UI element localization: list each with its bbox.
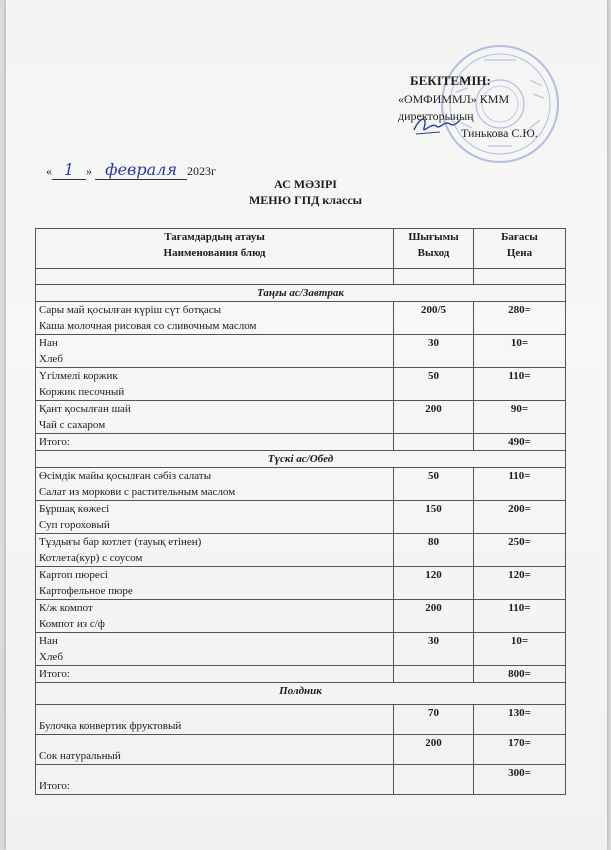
dish-name-kz: Қант қосылған шай	[39, 403, 131, 415]
total-label: Итого:	[36, 765, 394, 795]
total-value: 490=	[474, 434, 566, 451]
table-row	[36, 501, 566, 534]
date-quote-close: »	[86, 164, 92, 178]
total-label: Итого:	[36, 666, 394, 683]
dish-name-kz: Нан	[39, 635, 58, 647]
section-title: Полдник	[36, 683, 566, 705]
section-title: Таңғы ас/Завтрак	[36, 285, 566, 302]
header-yield	[394, 229, 474, 269]
dish-price: 120=	[474, 567, 566, 600]
table-row	[36, 567, 566, 600]
approval-heading: БЕКІТЕМІН:	[410, 73, 491, 88]
dish-name-ru: Салат из моркови с растительным маслом	[39, 486, 236, 498]
dish-name	[36, 600, 394, 633]
total-row-snack	[36, 765, 566, 795]
table-row	[36, 468, 566, 501]
dish-name-ru: Чай с сахаром	[39, 419, 106, 431]
dish-name-kz: Өсімдік майы қосылған сәбіз салаты	[39, 470, 212, 482]
dish-name	[36, 633, 394, 666]
section-row-lunch	[36, 451, 566, 468]
dish-name-ru: Картофельное пюре	[39, 585, 133, 597]
dish-yield: 50	[394, 468, 474, 501]
header-price	[474, 229, 566, 269]
menu-table	[35, 228, 566, 795]
dish-price: 90=	[474, 401, 566, 434]
date-quote-open: «	[46, 164, 52, 178]
dish-price: 280=	[474, 302, 566, 335]
date-day: 1	[63, 160, 75, 179]
date-year: 2023г	[187, 164, 216, 178]
dish-price: 10=	[474, 335, 566, 368]
dish-name-ru: Хлеб	[39, 651, 63, 663]
dish-name: Сок натуральный	[36, 735, 394, 765]
blank-row	[36, 269, 566, 285]
table-row	[36, 600, 566, 633]
dish-name-ru: Компот из с/ф	[39, 618, 105, 630]
table-header-row	[36, 229, 566, 269]
total-label: Итого:	[36, 434, 394, 451]
dish-name-kz: К/ж компот	[39, 602, 93, 614]
dish-name	[36, 468, 394, 501]
dish-name: Булочка конвертик фруктовый	[36, 705, 394, 735]
approval-position: директорының	[398, 109, 474, 123]
table-row	[36, 705, 566, 735]
dish-yield: 120	[394, 567, 474, 600]
dish-name	[36, 567, 394, 600]
dish-name-kz: Тұздығы бар котлет (тауық етінен)	[39, 536, 202, 548]
dish-yield: 200/5	[394, 302, 474, 335]
header-price-kz: Бағасы	[501, 231, 538, 243]
dish-name-kz: Үгілмелі коржик	[39, 370, 118, 382]
header-price-ru: Цена	[506, 247, 533, 259]
table-row	[36, 735, 566, 765]
menu-title-kz: АС МӘЗІРІ	[274, 177, 337, 191]
dish-name-ru: Каша молочная рисовая со сливочным маслом	[39, 320, 257, 332]
dish-name	[36, 368, 394, 401]
header-dish-name-ru: Наименования блюд	[163, 247, 266, 259]
dish-yield: 50	[394, 368, 474, 401]
table-row	[36, 401, 566, 434]
approval-director-name: Тинькова С.Ю.	[461, 126, 538, 140]
section-title: Түскі ас/Обед	[36, 451, 566, 468]
dish-price: 110=	[474, 600, 566, 633]
dish-yield: 200	[394, 401, 474, 434]
dish-name	[36, 534, 394, 567]
menu-title-ru: МЕНЮ ГПД классы	[248, 193, 363, 207]
header-yield-kz: Шығымы	[408, 231, 459, 243]
dish-yield: 80	[394, 534, 474, 567]
table-row	[36, 368, 566, 401]
table-row	[36, 302, 566, 335]
dish-name	[36, 501, 394, 534]
dish-price: 110=	[474, 368, 566, 401]
date-month: февраля	[105, 160, 177, 179]
dish-name	[36, 335, 394, 368]
dish-yield: 200	[394, 600, 474, 633]
dish-price: 10=	[474, 633, 566, 666]
dish-name-kz: Бұршақ көжесі	[39, 503, 110, 515]
dish-price: 110=	[474, 468, 566, 501]
dish-price: 130=	[474, 705, 566, 735]
dish-name	[36, 401, 394, 434]
total-value: 300=	[474, 765, 566, 795]
total-row-breakfast	[36, 434, 566, 451]
dish-price: 170=	[474, 735, 566, 765]
total-value: 800=	[474, 666, 566, 683]
dish-yield: 70	[394, 705, 474, 735]
dish-name	[36, 302, 394, 335]
dish-yield: 30	[394, 335, 474, 368]
dish-name-ru: Суп гороховый	[39, 519, 110, 531]
table-row	[36, 534, 566, 567]
section-row-snack	[36, 683, 566, 705]
signature-icon	[410, 112, 462, 138]
dish-name-ru: Котлета(кур) с соусом	[39, 552, 143, 564]
dish-price: 200=	[474, 501, 566, 534]
dish-name-ru: Хлеб	[39, 353, 63, 365]
dish-name-kz: Картоп пюресі	[39, 569, 108, 581]
total-row-lunch	[36, 666, 566, 683]
dish-yield: 150	[394, 501, 474, 534]
dish-name-ru: Коржик песочный	[39, 386, 125, 398]
header-dish-name-kz: Тағамдардың атауы	[164, 231, 265, 243]
table-row	[36, 633, 566, 666]
section-row-breakfast	[36, 285, 566, 302]
header-dish-name	[36, 229, 394, 269]
dish-name-kz: Сары май қосылған күріш сүт ботқасы	[39, 304, 221, 316]
menu-sheet	[6, 0, 607, 850]
header-yield-ru: Выход	[417, 247, 450, 259]
dish-yield: 200	[394, 735, 474, 765]
table-row	[36, 335, 566, 368]
dish-yield: 30	[394, 633, 474, 666]
approval-organization: «ОМФИММЛ» КММ	[398, 92, 510, 106]
dish-name-kz: Нан	[39, 337, 58, 349]
dish-price: 250=	[474, 534, 566, 567]
